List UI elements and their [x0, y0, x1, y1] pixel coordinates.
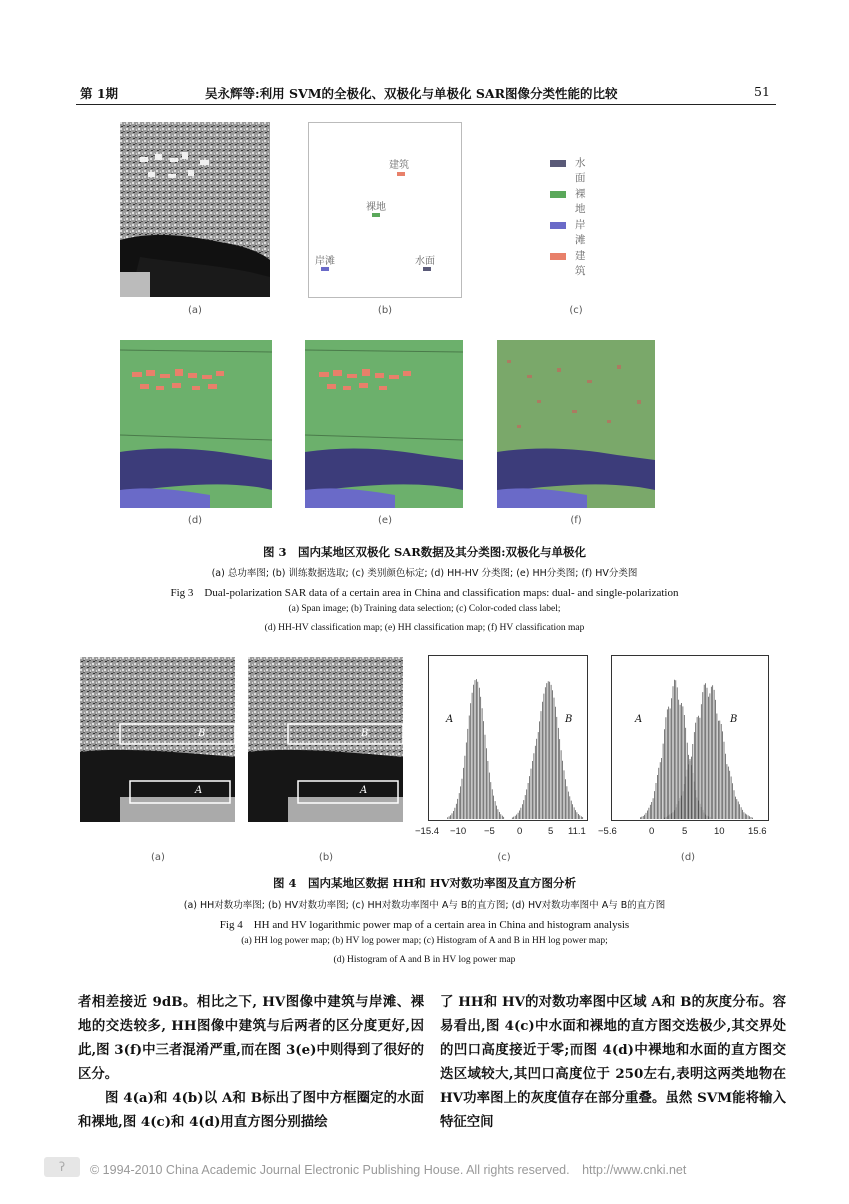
fig3e-hh-classification-map — [305, 340, 463, 508]
fig4d-series-a-label: A — [635, 714, 643, 725]
fig4d-tick: 0 — [649, 826, 655, 837]
fig4c-tick: 0 — [517, 826, 523, 837]
fig3b-training-selection — [308, 122, 462, 298]
fig3-sublabel-d: (d) — [187, 515, 203, 526]
fig4c-tick: 5 — [548, 826, 554, 837]
fig4d-tick: 10 — [714, 826, 725, 837]
legend-label-water: 水面 — [575, 157, 586, 184]
fig3-caption-en-sub1: (a) Span image; (b) Training data selection; (c) Color-coded class label; — [288, 604, 561, 614]
fig4-sublabel-a: (a) — [151, 852, 165, 863]
fig4b-box-label-b: B — [361, 728, 369, 739]
fig4-caption-en-sub2: (d) Histogram of A and B in HV log power map — [333, 955, 516, 965]
fig3d-hh-hv-classification-map — [120, 340, 272, 508]
fig3-caption-en-sub2: (d) HH-HV classification map; (e) HH classification map; (f) HV classification map — [264, 623, 585, 633]
fig3-sublabel-e: (e) — [378, 515, 392, 526]
fig3-sublabel-a: (a) — [188, 305, 202, 316]
label-building: 建筑 — [389, 160, 409, 171]
fig4d-tick: 15.6 — [748, 826, 767, 837]
fig3f-hv-classification-map — [497, 340, 655, 508]
label-bare: 裸地 — [366, 202, 386, 213]
fig4c-series-b-label: B — [565, 714, 573, 725]
swatch-beach — [321, 267, 329, 271]
page-number: 51 — [754, 84, 770, 99]
fig4-caption-zh: 图 4 国内某地区数据 HH和 HV对数功率图及直方图分析 — [272, 876, 577, 890]
fig3-caption-zh-sub: (a) 总功率图; (b) 训练数据选取; (c) 类别颜色标定; (d) HH-HV 分类图; (e) HH分类图; (f) HV分类图 — [211, 568, 638, 579]
fig4a-hh-log-power-map — [80, 657, 235, 822]
fig4d-hv-histogram — [611, 655, 769, 823]
fig3-sublabel-c: (c) — [569, 305, 583, 316]
legend-swatch-beach — [550, 222, 566, 229]
fig4c-tick: 11.1 — [568, 826, 586, 837]
legend-label-bare: 裸地 — [575, 188, 586, 215]
body-right-column: 了 HH和 HV的对数功率图中区域 A和 B的灰度分布。容易看出,图 4(c)中水面和裸地的直方图交迭极少,其交界处的凹口高度接近于零;而图 4(d)中裸地和水面的直方图交迭区域较大,其凹口高度位于 250左右,表明这两类地物在 HV功率图上的灰度值存在部分重叠。虽然 SVM能将输入特征空间 — [440, 994, 786, 1130]
label-beach: 岸滩 — [315, 256, 335, 267]
fig3a-span-image — [120, 122, 270, 297]
legend-label-building: 建筑 — [575, 250, 586, 277]
fig4c-tick: −10 — [450, 826, 467, 837]
fig4c-tick: −5 — [484, 826, 495, 837]
legend-swatch-building — [550, 253, 566, 260]
fig4-caption-en-sub1: (a) HH log power map; (b) HV log power map; (c) Histogram of A and B in HH log power map; — [241, 936, 608, 946]
fig4d-tick: 5 — [682, 826, 688, 837]
fig4b-hv-log-power-map — [248, 657, 403, 822]
fig4d-tick: −5.6 — [598, 826, 617, 837]
legend-label-beach: 岸滩 — [575, 219, 586, 246]
running-title: 吴永辉等:利用 SVM的全极化、双极化与单极化 SAR图像分类性能的比较 — [205, 86, 618, 101]
fig4-caption-zh-sub: (a) HH对数功率图; (b) HV对数功率图; (c) HH对数功率图中 A与 B的直方图; (d) HV对数功率图中 A与 B的直方图 — [183, 900, 666, 911]
fig4c-series-a-label: A — [446, 714, 454, 725]
swatch-building — [397, 172, 405, 176]
issue-number: 第 1期 — [80, 86, 119, 101]
fig4-sublabel-b: (b) — [318, 852, 334, 863]
fig4-caption-en: Fig 4 HH and HV logarithmic power map of a certain area in China and histogram analysis — [219, 919, 630, 931]
fig4-sublabel-c: (c) — [497, 852, 511, 863]
body-left-column: 者相差接近 9dB。相比之下, HV图像中建筑与岸滩、裸地的交迭较多, HH图像中建筑与后两者的区分度更好,因此,图 3(f)中三者混淆严重,而在图 3(e)中则得到了很好的区分。 图 4(a)和 4(b)以 A和 B标出了图中方框圈定的水面和裸地,图 4(c)和 4(d)用直方图分别描绘 — [78, 994, 424, 1130]
fig4b-box-label-a: A — [360, 785, 368, 796]
fig4c-tick: −15.4 — [415, 826, 440, 837]
fig3-sublabel-f: (f) — [570, 515, 582, 526]
fig3-caption-zh: 图 3 国内某地区双极化 SAR数据及其分类图:双极化与单极化 — [262, 545, 587, 559]
fig3-caption-en: Fig 3 Dual-polarization SAR data of a certain area in China and classification maps: dual- and single-polarization — [170, 587, 679, 599]
header-rule — [76, 104, 776, 105]
fig4c-hh-histogram — [428, 655, 588, 823]
fig4d-series-b-label: B — [730, 714, 738, 725]
cnki-logo: ʔ — [44, 1157, 80, 1177]
fig4a-box-label-b: B — [198, 728, 206, 739]
legend-swatch-water — [550, 160, 566, 167]
fig3-sublabel-b: (b) — [377, 305, 393, 316]
label-water: 水面 — [415, 256, 435, 267]
legend-swatch-bare — [550, 191, 566, 198]
swatch-bare — [372, 213, 380, 217]
copyright-footer: © 1994-2010 China Academic Journal Electronic Publishing House. All rights reserved. http://www.cnki.net — [90, 1163, 687, 1177]
swatch-water — [423, 267, 431, 271]
fig4-sublabel-d: (d) — [680, 852, 696, 863]
fig4a-box-label-a: A — [195, 785, 203, 796]
